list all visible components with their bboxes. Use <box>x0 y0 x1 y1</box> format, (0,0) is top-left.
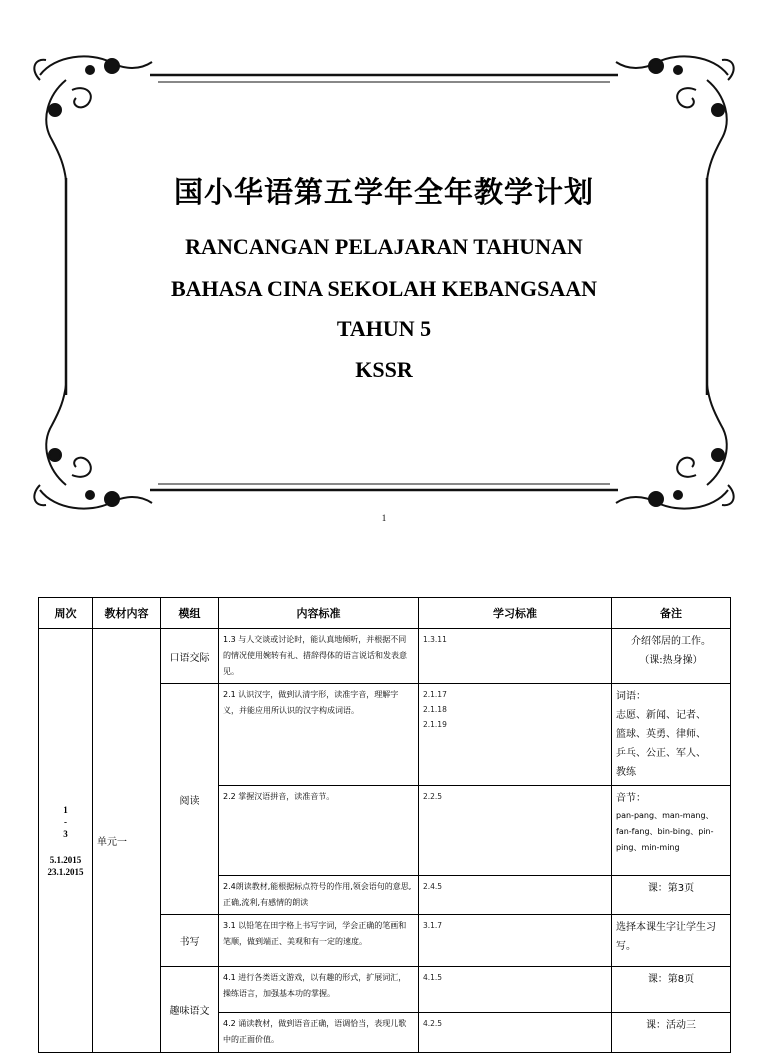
content-standard-cell: 2.4朗读教材,能根据标点符号的作用,领会语句的意思,正确,流利,有感情的朗读 <box>219 876 419 915</box>
header-remarks: 备注 <box>612 598 731 629</box>
learning-standard-code: 4.1.5 <box>423 973 443 982</box>
remark-line: 选择本课生字让学生习写。 <box>616 922 716 952</box>
week-end: 3 <box>63 828 68 839</box>
module-cell: 书写 <box>161 915 219 967</box>
title-english-line-1: RANCANGAN PELAJARAN TAHUNAN <box>185 234 583 259</box>
week-separator: - <box>64 816 67 827</box>
remark-line: （课:热身操） <box>639 655 703 666</box>
learning-standard-code: 2.1.19 <box>423 720 447 729</box>
remarks-cell <box>612 967 731 1013</box>
remarks-cell <box>612 876 731 915</box>
module-cell: 趣味语文 <box>161 967 219 1053</box>
remark-line: 介绍邻居的工作。 <box>631 636 711 647</box>
remark-line: 音节： <box>616 793 646 804</box>
learning-standard-cell <box>419 915 612 967</box>
header-content-standard: 内容标准 <box>219 598 419 629</box>
remarks-cell <box>612 786 731 876</box>
content-standard-cell: 2.1 认识汉字，做到认清字形，读准字音，理解字义，并能应用所认识的汉字构成词语。 <box>219 684 419 786</box>
remark-line: 乒乓、公正、军人、 <box>616 748 706 759</box>
module-cell: 口语交际 <box>161 629 219 684</box>
content-standard-cell: 4.1 进行各类语文游戏，以有趣的形式，扩展词汇，操练语言，加强基本功的掌握。 <box>219 967 419 1013</box>
remark-line: 教练 <box>616 767 636 778</box>
week-cell <box>39 629 93 1053</box>
learning-standard-code: 2.2.5 <box>423 792 443 801</box>
learning-standard-code: 3.1.7 <box>423 921 443 930</box>
header-week: 周次 <box>39 598 93 629</box>
learning-standard-code: 2.4.5 <box>423 882 443 891</box>
header-module: 模组 <box>161 598 219 629</box>
title-chinese: 国小华语第五学年全年教学计划 <box>173 175 594 209</box>
learning-standard-cell <box>419 1013 612 1053</box>
learning-standard-cell <box>419 876 612 915</box>
table-row <box>39 629 731 684</box>
remarks-cell <box>612 684 731 786</box>
table-header-row <box>39 598 731 629</box>
learning-standard-cell <box>419 629 612 684</box>
pinyin-syllables: pan-pang、man-mang、fan-fang、bin-bing、pin-ping、min-ming <box>616 811 714 852</box>
learning-standard-code: 2.1.18 <box>423 705 447 714</box>
learning-standard-cell <box>419 684 612 786</box>
header-material: 教材内容 <box>93 598 161 629</box>
remark-line: 词语： <box>616 691 646 702</box>
date-end: 23.1.2015 <box>47 866 84 877</box>
title-english-line-4: KSSR <box>355 357 413 382</box>
module-cell: 阅读 <box>161 684 219 915</box>
content-standard-cell: 1.3 与人交谈或讨论时，能认真地倾听，并根据不同的情况使用婉转有礼、措辞得体的语言说话和发表意见。 <box>219 629 419 684</box>
title-english-line-3: TAHUN 5 <box>336 316 432 341</box>
remark-line: 志愿、新闻、记者、 <box>616 710 706 721</box>
content-standard-cell: 2.2 掌握汉语拼音，读准音节。 <box>219 786 419 876</box>
learning-standard-cell <box>419 786 612 876</box>
remark-line: 课：第3页 <box>647 883 695 894</box>
learning-standard-code: 2.1.17 <box>423 690 447 699</box>
title-english-line-2: BAHASA CINA SEKOLAH KEBANGSAAN <box>170 276 598 301</box>
remark-line: 篮球、英勇、律师、 <box>616 729 706 740</box>
content-standard-cell: 4.2 诵读教材，做到语音正确，语调恰当，表现儿歌中的正面价值。 <box>219 1013 419 1053</box>
remark-line: 课：第8页 <box>647 974 695 985</box>
teaching-plan-table <box>38 597 731 1053</box>
remarks-cell <box>612 915 731 967</box>
remarks-cell <box>612 629 731 684</box>
remarks-cell <box>612 1013 731 1053</box>
learning-standard-cell <box>419 967 612 1013</box>
content-standard-cell: 3.1 以铅笔在田字格上书写字词，学会正确的笔画和笔顺，做到端正、美观和有一定的速度。 <box>219 915 419 967</box>
learning-standard-code: 4.2.5 <box>423 1019 443 1028</box>
unit-cell: 单元一 <box>93 629 161 1053</box>
remark-line: 课：活动三 <box>646 1020 696 1031</box>
date-start: 5.1.2015 <box>49 854 82 865</box>
page-number: 1 <box>381 513 387 523</box>
header-learning-standard: 学习标准 <box>419 598 612 629</box>
learning-standard-code: 1.3.11 <box>423 635 447 644</box>
week-start: 1 <box>63 804 68 815</box>
